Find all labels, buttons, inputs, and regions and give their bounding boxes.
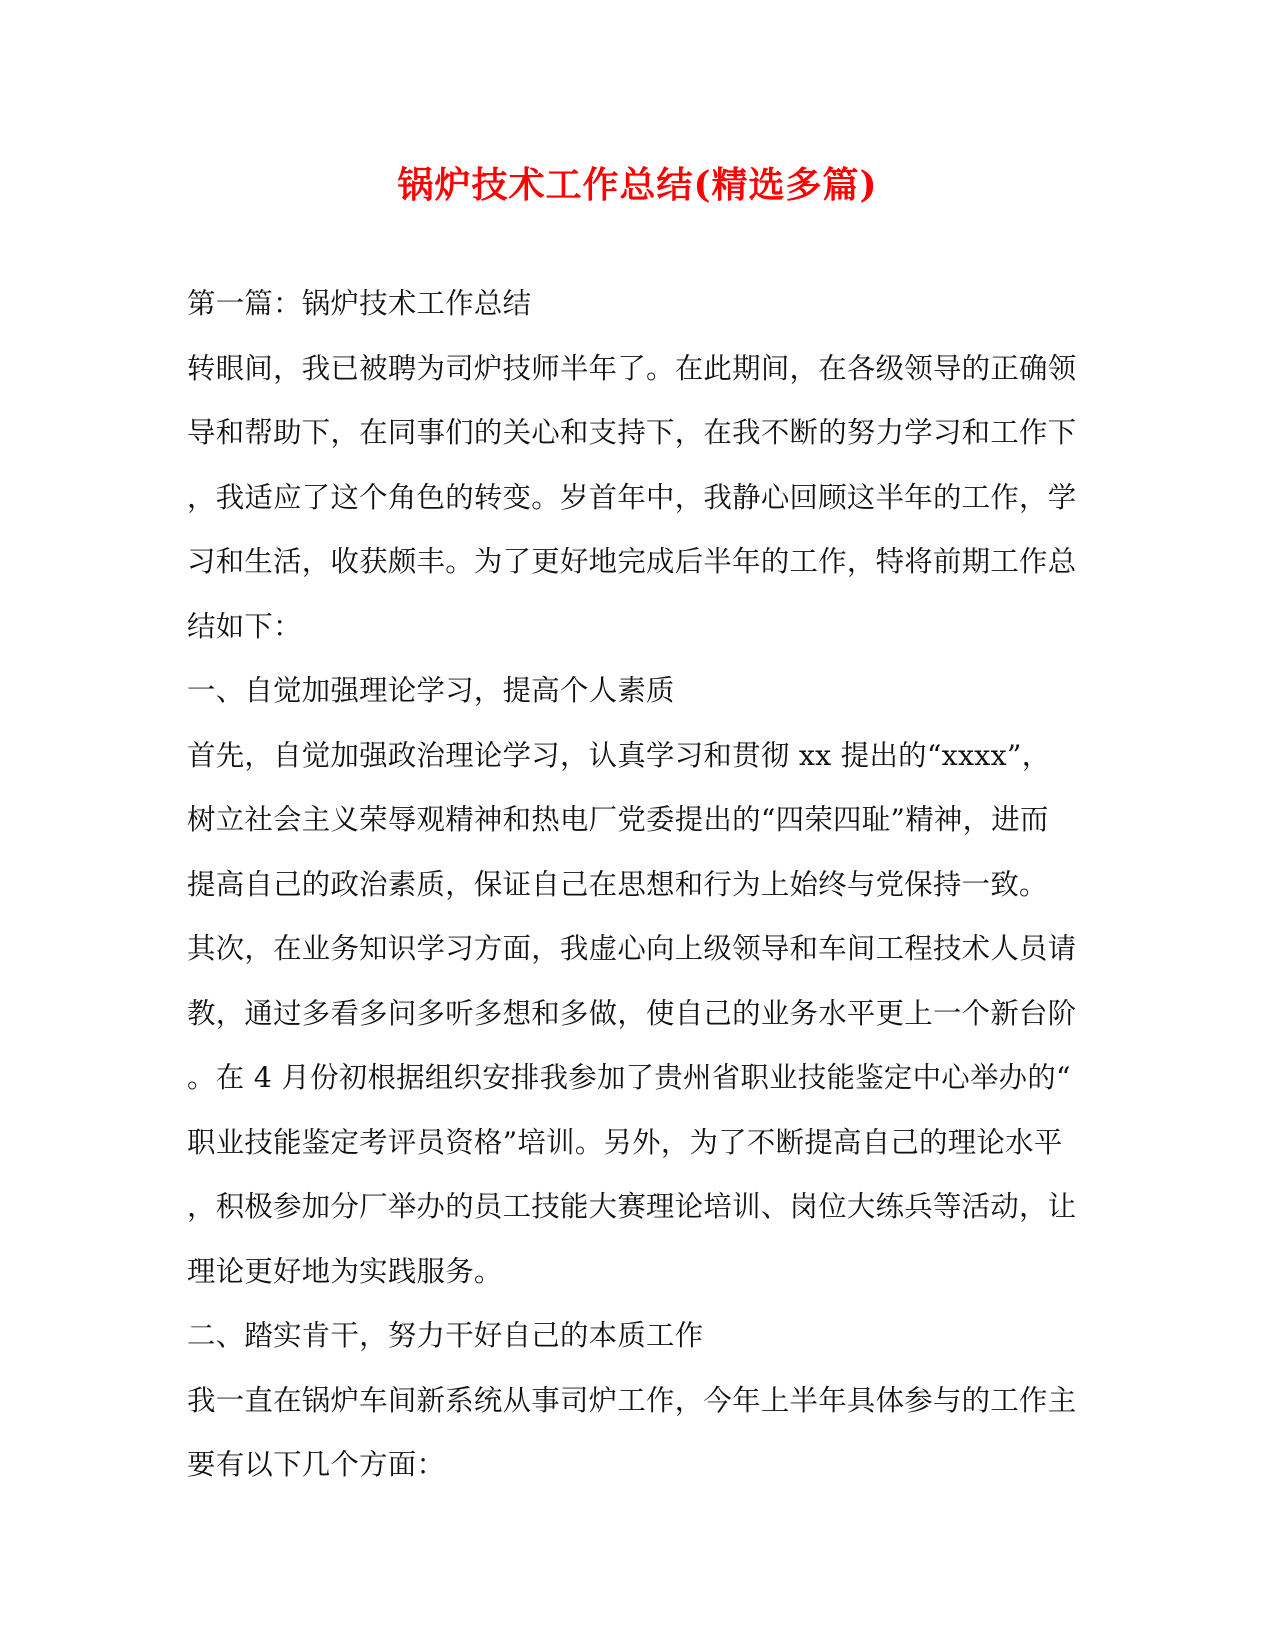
document-title: 锅炉技术工作总结(精选多篇) — [397, 164, 878, 206]
body-line: 导和帮助下，在同事们的关心和支持下，在我不断的努力学习和工作下 — [187, 416, 1077, 449]
body-line: ，我适应了这个角色的转变。岁首年中，我静心回顾这半年的工作，学 — [187, 480, 1077, 514]
body-line: ，积极参加分厂举办的员工技能大赛理论培训、岗位大练兵等活动，让 — [187, 1190, 1077, 1223]
subheading-diligent-work: 二、踏实肯干，努力干好自己的本质工作 — [187, 1319, 704, 1352]
body-line: 首先，自觉加强政治理论学习，认真学习和贯彻 xx 提出的“xxxx”， — [187, 738, 1051, 772]
body-line: 要有以下几个方面： — [187, 1448, 446, 1481]
body-line: 。在 4 月份初根据组织安排我参加了贵州省职业技能鉴定中心举办的“ — [187, 1061, 1071, 1094]
body-line: 其次，在业务知识学习方面，我虚心向上级领导和车间工程技术人员请 — [187, 932, 1077, 965]
body-line: 树立社会主义荣辱观精神和热电厂党委提出的“四荣四耻”精神，进而 — [187, 803, 1049, 836]
body-line: 我一直在锅炉车间新系统从事司炉工作，今年上半年具体参与的工作主 — [187, 1383, 1077, 1417]
body-line: 理论更好地为实践服务。 — [187, 1254, 503, 1288]
section-heading-part-1: 第一篇：锅炉技术工作总结 — [187, 287, 532, 320]
body-line: 习和生活，收获颇丰。为了更好地完成后半年的工作，特将前期工作总 — [187, 545, 1077, 578]
body-line: 提高自己的政治素质，保证自己在思想和行为上始终与党保持一致。 — [187, 867, 1048, 901]
body-line: 职业技能鉴定考评员资格”培训。另外，为了不断提高自己的理论水平 — [187, 1125, 1063, 1159]
body-line: 转眼间，我已被聘为司炉技师半年了。在此期间，在各级领导的正确领 — [187, 351, 1077, 385]
document-body — [187, 272, 1087, 1498]
body-line: 教，通过多看多问多听多想和多做，使自己的业务水平更上一个新台阶 — [187, 996, 1077, 1030]
subheading-theory-study: 一、自觉加强理论学习，提高个人素质 — [187, 674, 675, 707]
body-line: 结如下： — [187, 609, 302, 643]
